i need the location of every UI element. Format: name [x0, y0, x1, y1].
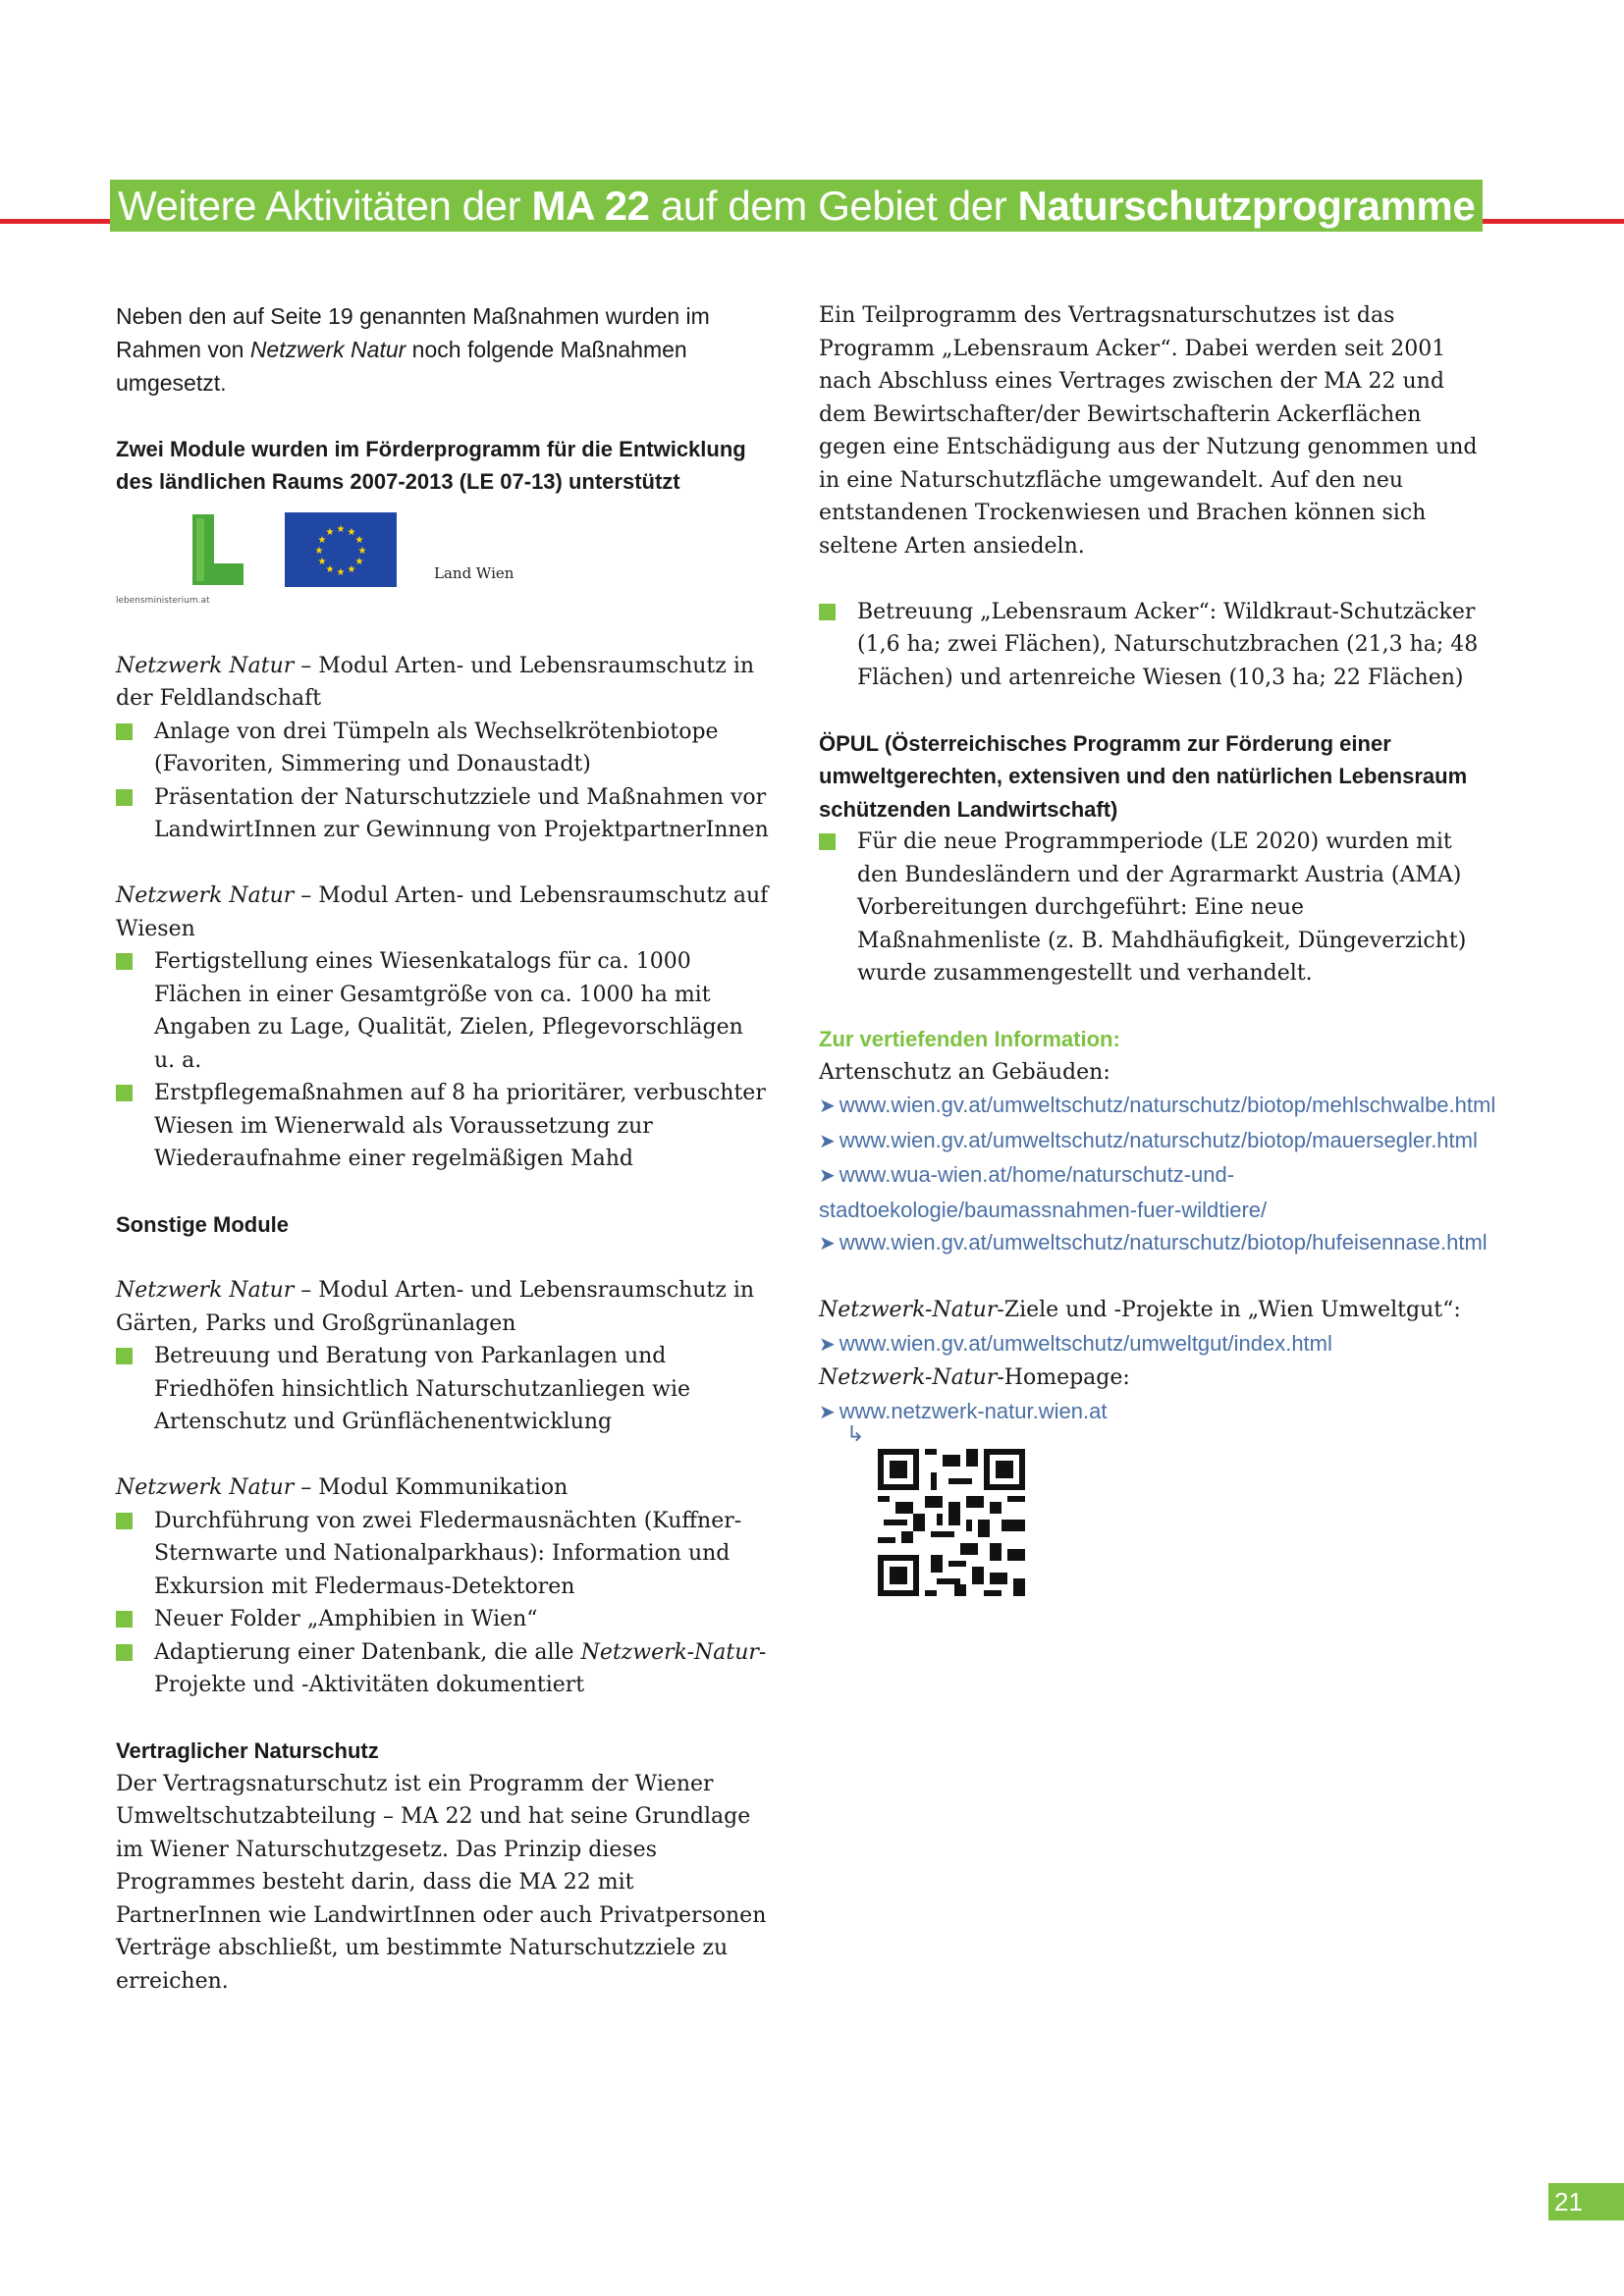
page-title: Weitere Aktivitäten der MA 22 auf dem Gebiet der Naturschutzprogramme — [118, 182, 1476, 229]
link-mauersegler[interactable]: ➤ www.wien.gv.at/umweltschutz/naturschutz/biotop/mauersegler.html — [819, 1127, 1478, 1152]
return-arrow-icon: ↳ — [846, 1421, 865, 1446]
svg-text:★: ★ — [325, 563, 335, 575]
list-item: Neuer Folder „Amphibien in Wien“ — [116, 1603, 769, 1636]
list-item: Für die neue Programmperiode (LE 2020) wurden mit den Bundesländern und der Agrarmarkt Austria (AMA) Vorbereitungen durchgeführt: Eine neue Maßnahmenliste (z. B. Mahdhäufigkeit, Düngeverzicht) wurde zusammengestellt und verhandelt. — [819, 826, 1487, 990]
list-item: Erstpflegemaßnahmen auf 8 ha prioritärer, verbuschter Wiesen im Wienerwald als Voraussetzung zur Wiederaufnahme einer regelmäßigen Mahd — [116, 1077, 769, 1176]
svg-text:★: ★ — [314, 545, 324, 557]
pointer-arrow-icon: ➤ — [819, 1401, 836, 1423]
left-column — [116, 299, 769, 1998]
svg-text:★: ★ — [347, 526, 356, 538]
acker-paragraph: Ein Teilprogramm des Vertragsnaturschutzes ist das Programm „Lebensraum Acker“. Dabei werden seit 2001 nach Abschluss eines Vertrages zwischen der MA 22 und dem Bewirtschafter/der Bewirtschafterin Ackerflächen gegen eine Entschädigung aus der Nutzung genommen und in eine Naturschutzfläche umgewandelt. Auf den neu entstandenen Trockenwiesen und Brachen können sich seltene Arten ansiedeln. — [819, 303, 1478, 559]
svg-text:★: ★ — [354, 534, 364, 546]
link-hufeisennase[interactable]: ➤ www.wien.gv.at/umweltschutz/naturschutz/biotop/hufeisennase.html — [819, 1230, 1488, 1255]
vertrag-heading: Vertraglicher Naturschutz — [116, 1738, 379, 1763]
pointer-arrow-icon: ➤ — [819, 1333, 836, 1356]
list-item: Anlage von drei Tümpeln als Wechselkrötenbiotope (Favoriten, Simmering und Donaustadt) — [116, 716, 769, 781]
feld-module-title: Netzwerk Natur – Modul Arten- und Lebensraumschutz in der Feldlandschaft — [116, 653, 755, 711]
svg-text:★: ★ — [354, 556, 364, 567]
pointer-arrow-icon: ➤ — [819, 1165, 836, 1187]
link-umweltgut[interactable]: ➤ www.wien.gv.at/umweltschutz/umweltgut/index.html — [819, 1330, 1332, 1356]
list-item: Durchführung von zwei Fledermausnächten (Kuffner-Sternwarte und Nationalparkhaus): Information und Exkursion mit Fledermaus-Detektoren — [116, 1505, 769, 1604]
oepul-heading: ÖPUL (Österreichisches Programm zur Förderung einer umweltgerechten, extensiven und den natürlichen Lebensraum schützenden Landwirtschaft) — [819, 730, 1468, 822]
pointer-arrow-icon: ➤ — [819, 1095, 836, 1117]
link-wildtiere[interactable]: ➤ www.wua-wien.at/home/naturschutz-und-stadtoekologie/baumassnahmen-fuer-wildtiere/ — [819, 1162, 1268, 1222]
wiesen-module-title: Netzwerk Natur – Modul Arten- und Lebensraumschutz auf Wiesen — [116, 883, 769, 941]
sponsor-logos — [116, 510, 769, 628]
link-homepage[interactable]: ➤ www.netzwerk-natur.wien.at — [819, 1398, 1108, 1423]
lebensministerium-logo — [116, 510, 253, 609]
svg-text:★: ★ — [317, 556, 327, 567]
list-item: Adaptierung einer Datenbank, die alle Netzwerk-Natur-Projekte und -Aktivitäten dokumentiert — [116, 1636, 769, 1702]
svg-text:★: ★ — [317, 534, 327, 546]
artenschutz-label: Artenschutz an Gebäuden: — [819, 1059, 1110, 1085]
pointer-arrow-icon: ➤ — [819, 1130, 836, 1152]
svg-text:lebensministerium.at: lebensministerium.at — [116, 595, 210, 606]
svg-text:★: ★ — [336, 566, 346, 578]
sonstige-heading: Sonstige Module — [116, 1212, 289, 1237]
svg-text:★: ★ — [325, 526, 335, 538]
modules-heading: Zwei Module wurden im Förderprogramm für die Entwicklung des ländlichen Raums 2007-2013 (LE 07-13) unterstützt — [116, 436, 746, 494]
list-item: Fertigstellung eines Wiesenkatalogs für ca. 1000 Flächen in einer Gesamtgröße von ca. 1000 ha mit Angaben zu Lage, Qualität, Zielen, Pflegevorschlägen u. a. — [116, 945, 769, 1077]
qr-section — [819, 1421, 1487, 1596]
intro-paragraph: Neben den auf Seite 19 genannten Maßnahmen wurden im Rahmen von Netzwerk Natur noch folgende Maßnahmen umgesetzt. — [116, 303, 710, 396]
ziele-text: Netzwerk-Natur-Ziele und -Projekte in „Wien Umweltgut“: — [819, 1298, 1461, 1322]
svg-text:★: ★ — [347, 563, 356, 575]
qr-code — [878, 1449, 1025, 1596]
homepage-label: Netzwerk-Natur-Homepage: — [819, 1365, 1130, 1390]
komm-module-title: Netzwerk Natur – Modul Kommunikation — [116, 1475, 568, 1500]
gaerten-module-title: Netzwerk Natur – Modul Arten- und Lebensraumschutz in Gärten, Parks und Großgrünanlagen — [116, 1278, 755, 1336]
vertrag-paragraph: Der Vertragsnaturschutz ist ein Programm der Wiener Umweltschutzabteilung – MA 22 und hat seine Grundlage im Wiener Naturschutzgesetz. Das Prinzip dieses Programmes besteht darin, dass die MA 22 mit PartnerInnen wie LandwirtInnen oder auch Privatpersonen Verträge abschließt, um bestimmte Naturschutzziele zu erreichen. — [116, 1771, 767, 1994]
page-number: 21 — [1548, 2183, 1624, 2220]
list-item: Präsentation der Naturschutzziele und Maßnahmen vor LandwirtInnen zur Gewinnung von ProjektpartnerInnen — [116, 781, 769, 847]
eu-flag-logo — [285, 512, 397, 587]
svg-text:★: ★ — [336, 523, 346, 535]
land-wien-logo: Land Wien — [434, 563, 514, 582]
pointer-arrow-icon: ➤ — [819, 1233, 836, 1255]
page-title-bar — [110, 180, 1483, 232]
right-column — [819, 299, 1496, 1596]
list-item: Betreuung „Lebensraum Acker“: Wildkraut-Schutzäcker (1,6 ha; zwei Flächen), Naturschutzbrachen (21,3 ha; 48 Flächen) und artenreiche Wiesen (10,3 ha; 22 Flächen) — [819, 596, 1487, 695]
svg-text:★: ★ — [357, 545, 367, 557]
info-heading: Zur vertiefenden Information: — [819, 1027, 1120, 1051]
link-mehlschwalbe[interactable]: ➤ www.wien.gv.at/umweltschutz/naturschutz/biotop/mehlschwalbe.html — [819, 1093, 1496, 1117]
list-item: Betreuung und Beratung von Parkanlagen und Friedhöfen hinsichtlich Naturschutzanliegen wie Artenschutz und Grünflächenentwicklung — [116, 1340, 769, 1439]
